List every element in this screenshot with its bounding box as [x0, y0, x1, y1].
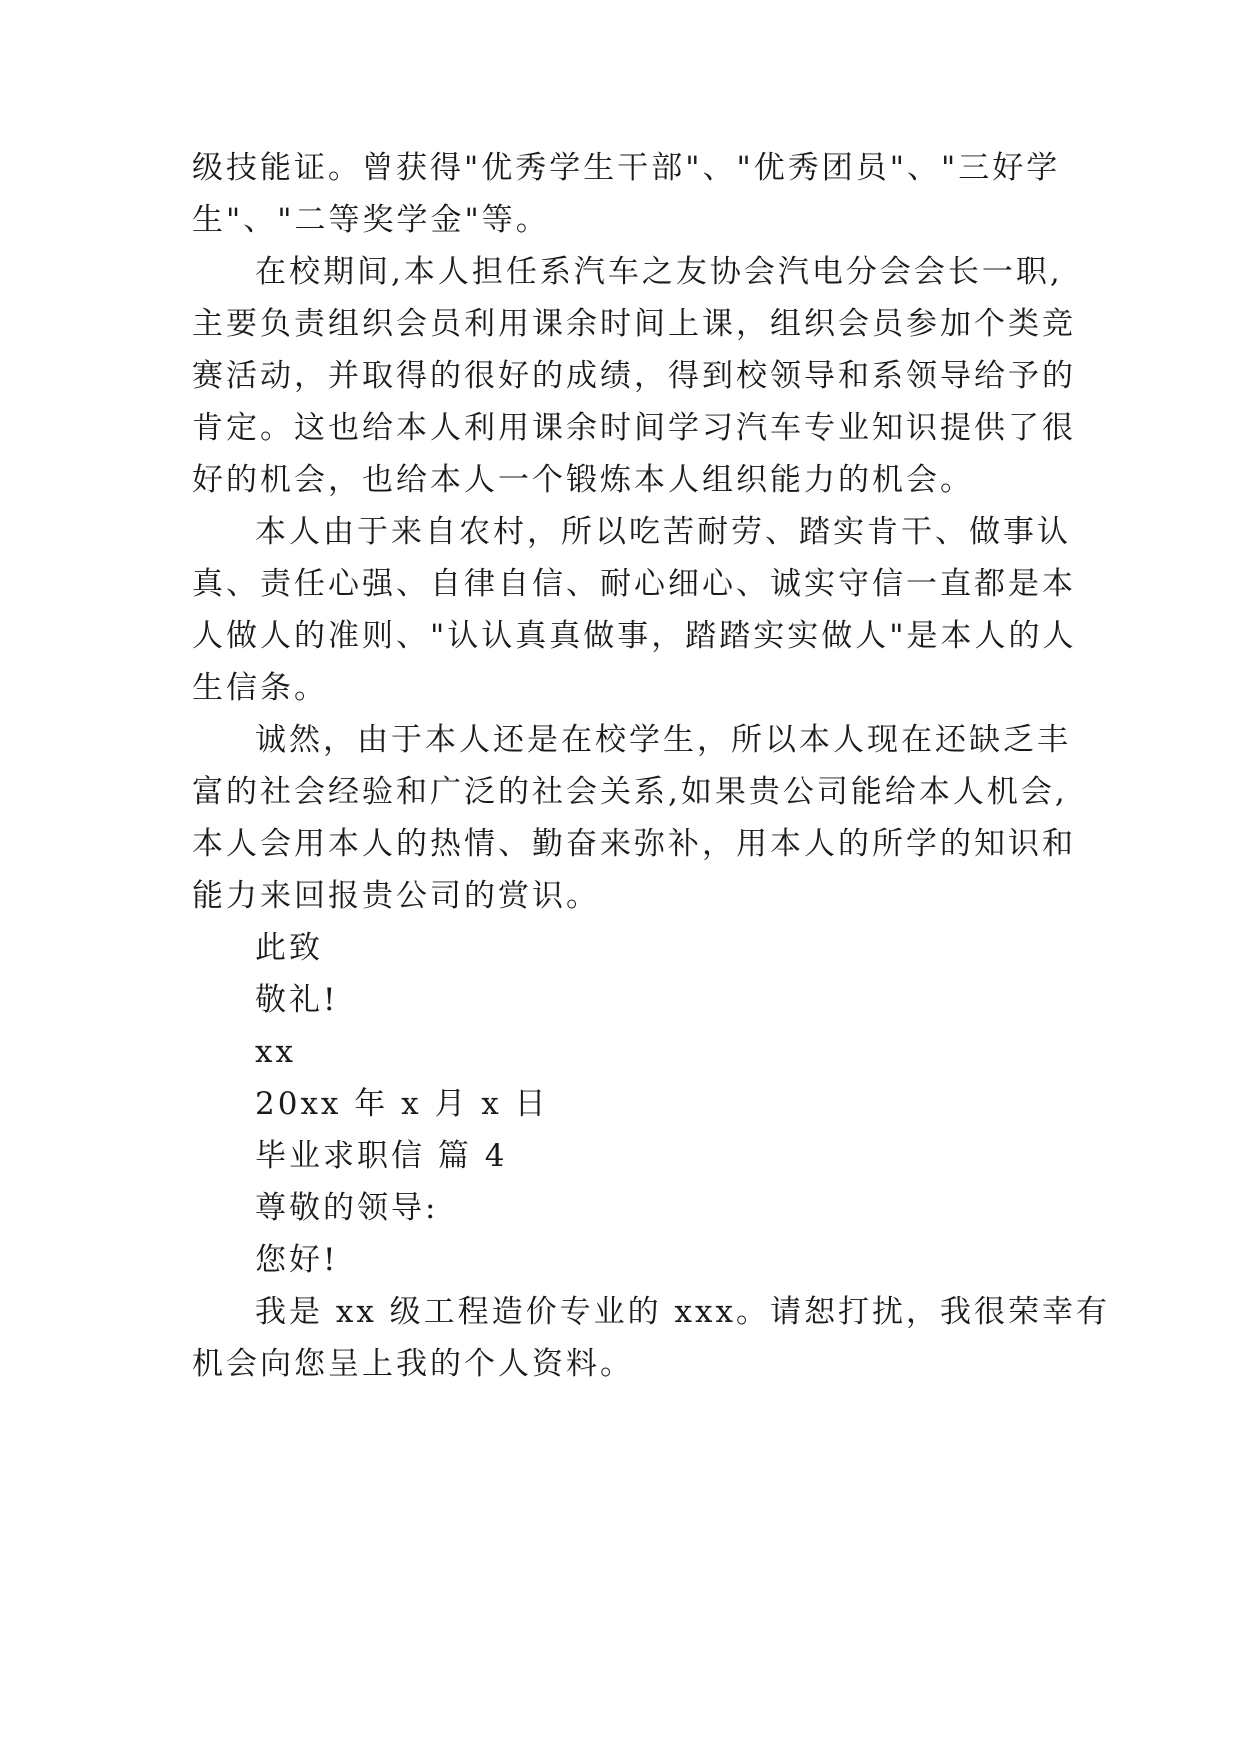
paragraph-4-line-4: 能力来回报贵公司的赏识。	[192, 878, 600, 914]
salutation: 敬礼!	[255, 982, 339, 1018]
signature: xx	[255, 1034, 296, 1070]
paragraph-2-line-3: 赛活动，并取得的很好的成绩，得到校领导和系领导给予的	[192, 358, 1076, 394]
paragraph-1-line-1: 级技能证。曾获得"优秀学生干部"、"优秀团员"、"三好学	[192, 150, 1061, 186]
hello: 您好!	[255, 1242, 339, 1278]
closing-phrase: 此致	[255, 930, 323, 966]
paragraph-1-line-2: 生"、"二等奖学金"等。	[192, 202, 550, 238]
paragraph-2-line-1: 在校期间,本人担任系汽车之友协会汽电分会会长一职,	[255, 254, 1063, 290]
paragraph-4-line-3: 本人会用本人的热情、勤奋来弥补，用本人的所学的知识和	[192, 826, 1076, 862]
paragraph-2-line-5: 好的机会，也给本人一个锻炼本人组织能力的机会。	[192, 462, 974, 498]
paragraph-4-line-1: 诚然，由于本人还是在校学生，所以本人现在还缺乏丰	[255, 722, 1071, 758]
greeting: 尊敬的领导:	[255, 1190, 439, 1226]
paragraph-3-line-2: 真、责任心强、自律自信、耐心细心、诚实守信一直都是本	[192, 566, 1076, 602]
paragraph-5-line-1: 我是 xx 级工程造价专业的 xxx。请恕打扰，我很荣幸有	[255, 1294, 1110, 1330]
paragraph-3-line-4: 生信条。	[192, 670, 328, 706]
paragraph-3-line-1: 本人由于来自农村，所以吃苦耐劳、踏实肯干、做事认	[255, 514, 1071, 550]
paragraph-4-line-2: 富的社会经验和广泛的社会关系,如果贵公司能给本人机会,	[192, 774, 1068, 810]
paragraph-2-line-4: 肯定。这也给本人利用课余时间学习汽车专业知识提供了很	[192, 410, 1076, 446]
paragraph-5-line-2: 机会向您呈上我的个人资料。	[192, 1346, 634, 1382]
paragraph-2-line-2: 主要负责组织会员利用课余时间上课，组织会员参加个类竞	[192, 306, 1076, 342]
date: 20xx 年 x 月 x 日	[255, 1086, 549, 1122]
paragraph-3-line-3: 人做人的准则、"认认真真做事，踏踏实实做人"是本人的人	[192, 618, 1077, 654]
section-heading: 毕业求职信 篇 4	[255, 1138, 508, 1174]
